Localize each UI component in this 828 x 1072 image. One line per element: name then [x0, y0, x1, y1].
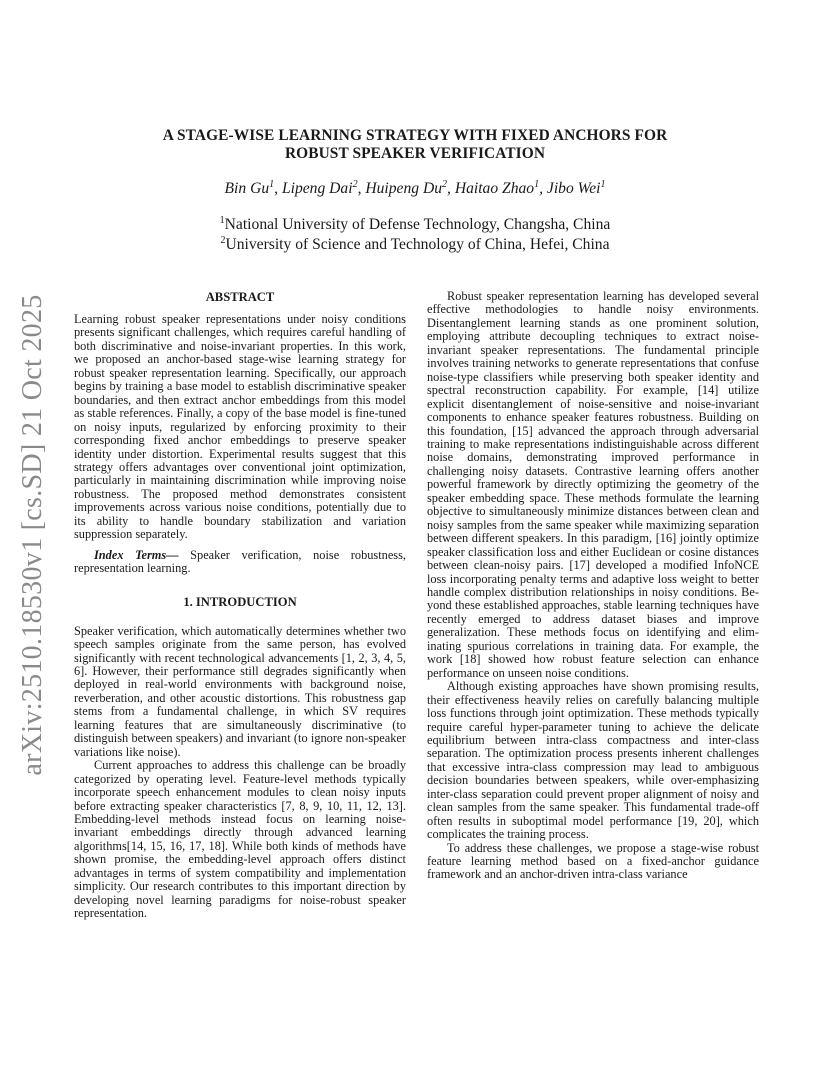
title-line-1: A STAGE-WISE LEARNING STRATEGY WITH FIXED ANCHORS FOR [162, 127, 668, 144]
arxiv-identifier: arXiv:2510.18530v1 [cs.SD] 21 Oct 2025 [17, 294, 48, 776]
right-column [427, 290, 759, 882]
introduction-heading: 1. INTRODUCTION [183, 594, 297, 609]
left-column [74, 290, 406, 921]
abstract-heading: ABSTRACT [205, 290, 275, 304]
index-terms: Index Terms— Speaker verification, noise robustness, representation learning. [74, 547, 406, 576]
author: Lipeng Dai$^2$ [281, 178, 358, 197]
paper-title [100, 127, 730, 163]
author-list: Bin Gu$^1$, Lipeng Dai$^2$, Huipeng Du$^2$, Haitao Zhao$^1$, Jibo Wei$^1$ [224, 178, 606, 197]
affiliation: $^1$National University of Defense Technology, Changsha, China [219, 214, 611, 233]
intro-paragraph: Robust speaker representation learning has developed several effective methodologies to handle noisy environments. Disentanglement learning stands as one prominent solution, employing attribute decoupling techniques to extract noise-invariant speaker representations. The fundamental principle involves training networks to generate representations that confuse noise-type classifiers while preserving both speaker identity and spectral reconstruction capability. For example, [14] utilize explicit disentanglement of noise-sensitive and noise-invariant components to enhance speaker features robustness. Building on this foundation, [15] advanced the approach through adversarial training to make representations indistinguishable across different noise domains, demonstrating improved performance in challenging noisy datasets. Contrastive learning offers another powerful framework by directly optimizing the geometry of the speaker embedding space. These methods formulate the learning objective to simultaneously minimize distances between clean and noisy samples from the same speaker while maximizing separation between different speakers. In this paradigm, [16] jointly optimize speaker classification loss and either Euclidean or cosine distances between clean-noisy pairs. [17] developed a modified InfoNCE loss incorporating penalty terms and adaptive loss weight to better handle complex distribution relationships in noisy conditions. Beyond these established approaches, stable learning techniques have recently emerged to address dataset biases and improve generalization. These methods focus on identifying and eliminating spurious correlations in training data. For example, the work [18] showed how robust feature selection can enhance performance on unseen noise conditions. [427, 289, 759, 680]
intro-paragraph: To address these challenges, we propose a stage-wise robust feature learning method based on a fixed-anchor guidance framework and an anchor-driven intra-class variance [427, 840, 759, 882]
author: Huipeng Du$^2$ [365, 178, 448, 197]
title-line-2: ROBUST SPEAKER VERIFICATION [284, 145, 546, 162]
intro-paragraph: Although existing approaches have shown promising results, their effectiveness heavily relies on carefully balancing multiple loss functions through joint optimization. These methods typically require careful hyper-parameter tuning to achieve the delicate equilibrium between intra-class compactness and inter-class separation. The optimization process presents inherent challenges that excessive intra-class compression may lead to ambiguous decision boundaries between speakers, while over-emphasizing inter-class separation could prevent proper alignment of noisy and clean samples from the same speaker. This fundamental trade-off often results in suboptimal model performance [19, 20], which complicates the training process. [427, 679, 759, 842]
affiliations [100, 215, 730, 255]
author: Jibo Wei$^1$ [546, 178, 606, 197]
intro-paragraph: Current approaches to address this challenge can be broadly categorized by operating level. Feature-level methods typically incorporate speech enhancement modules to clean noisy inputs before extracting speaker characteristics [7, 8, 9, 10, 11, 12, 13]. Embedding-level methods instead focus on learning noise-invariant embeddings directly through advanced learning algorithms[14, 15, 16, 17, 18]. While both kinds of methods have shown promise, the embedding-level approach offers distinct advantages in terms of system compatibility and implementation simplicity. Our research contributes to this important direction by developing novel learning paradigms for noise-robust speaker representation. [74, 758, 406, 921]
affiliation: $^2$University of Science and Technology of China, Hefei, China [220, 234, 610, 253]
author: Bin Gu$^1$ [224, 178, 275, 197]
index-terms-label: Index Terms— [94, 547, 179, 562]
abstract-text: Learning robust speaker representations under noisy conditions presents significant challenges, which requires careful handling of both discriminative and noise-invariant properties. In this work, we proposed an anchor-based stage-wise learning strategy for robust speaker representation learning. Specifically, our approach begins by training a base model to establish discriminative speaker boundaries, and then extract anchor embeddings from this model as stable references. Finally, a copy of the base model is fine-tuned on noisy inputs, regularized by enforcing proximity to their corresponding fixed anchor embeddings to preserve speaker identity under distortion. Experimental results suggest that this strategy offers advantages over conventional joint optimization, particularly in maintaining discrimination while improving noise robustness. The proposed method demonstrates consistent improvements across various noise conditions, potentially due to its ability to handle boundary stabilization and variation suppression separately. [74, 312, 406, 542]
author: Haitao Zhao$^1$ [454, 178, 540, 197]
intro-paragraph: Speaker verification, which automatically determines whether two speech samples originate from the same person, has evolved significantly with recent technological advancements [1, 2, 3, 4, 5, 6]. However, their performance still degrades significantly when deployed in real-world environments with background noise, reverberation, and other acoustic distortions. This robustness gap stems from a fundamental challenge, in which SV requires learning features that are simultaneously discriminative (to distinguish between speakers) and invariant (to ignore non-speaker variations like noise). [74, 623, 406, 759]
